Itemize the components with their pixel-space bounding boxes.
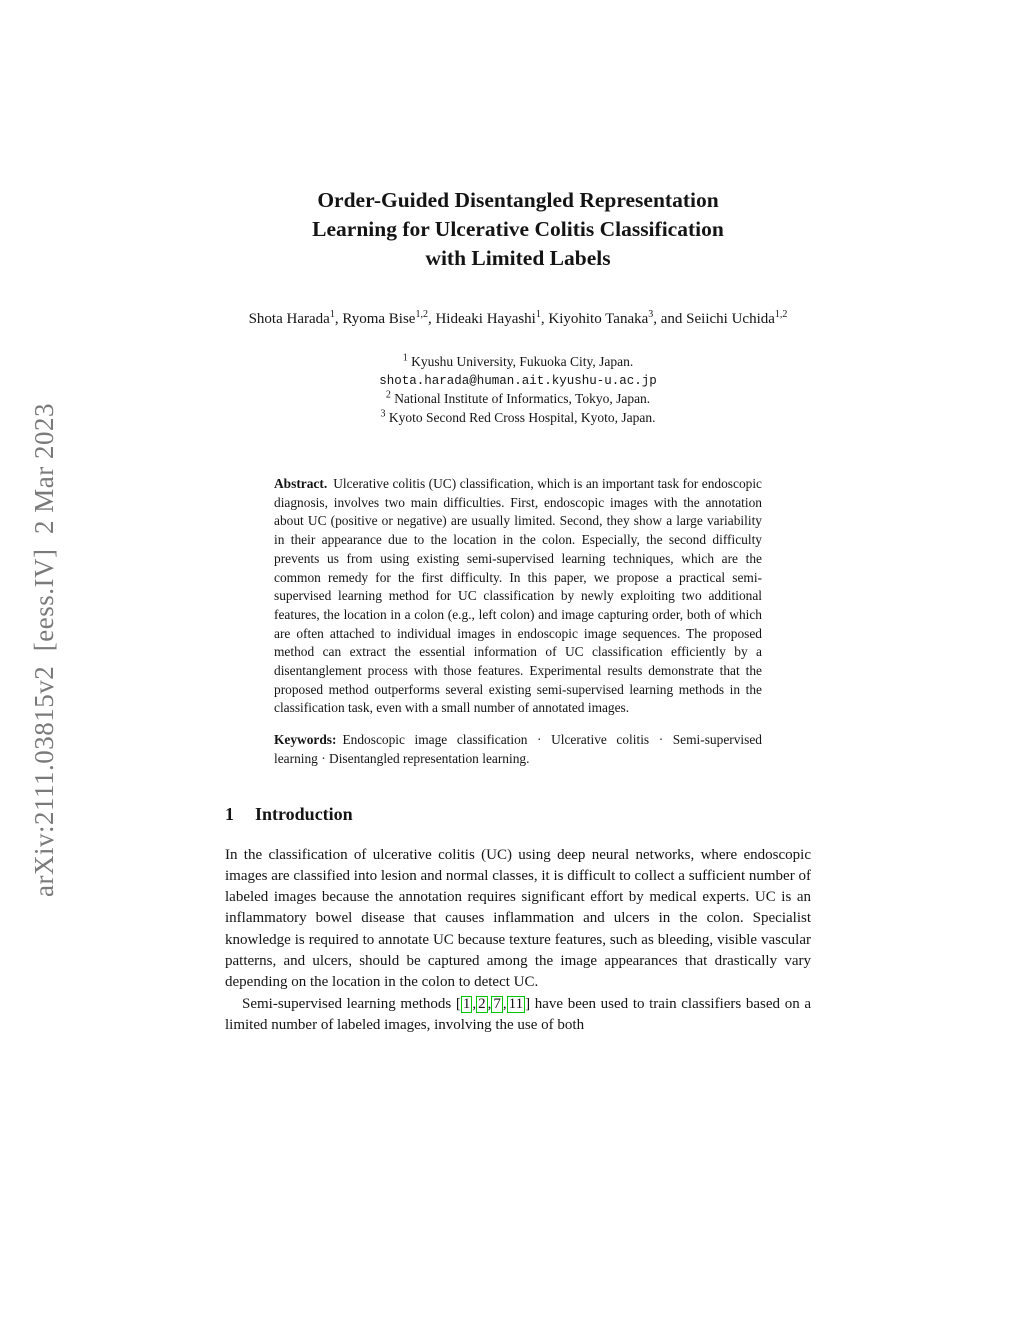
affiliations — [225, 353, 811, 427]
affiliation-line: $^1$ Kyushu University, Fukuoka City, Japan. — [402, 352, 634, 369]
intro-paragraph-1: In the classification of ulcerative colitis (UC) using deep neural networks, where endoscopic images are classified into lesion and normal classes, it is difficult to collect a sufficient number of labeled images because the annotation requires significant effort by medical experts. UC is an inflammatory bowel disease that causes inflammation and ulcers in the colon. Specialist knowledge is required to annotate UC because texture features, such as bleeding, visible vascular patterns, and ulcers, should be captured among the image appearances that drastically vary depending on the location in the colon to detect UC. — [225, 846, 811, 991]
paper-title-line-2: Learning for Ulcerative Colitis Classification — [312, 217, 724, 241]
paper-title — [225, 186, 811, 273]
intro-paragraph-2: Semi-supervised learning methods [ 1 , 2 , 7 , 11 ] have been used to train classifiers based on a limited number of labeled images, involving the use of both — [225, 995, 811, 1033]
author-email: shota.harada@human.ait.kyushu-u.ac.jp — [379, 373, 657, 388]
affiliation-line: $^2$ National Institute of Informatics, Tokyo, Japan. — [385, 389, 651, 406]
citation-ref-7[interactable]: 7 — [493, 995, 501, 1012]
keywords — [274, 731, 762, 768]
section-1-number: 1 — [225, 803, 234, 824]
citation-ref-11[interactable]: 11 — [508, 995, 524, 1012]
abstract-text: Ulcerative colitis (UC) classification, which is an important task for endoscopic diagnosis, involves two main difficulties. First, endoscopic images with the annotation about UC (positive or negative) are usually limited. Second, they show a large variability in their appearance due to the location in the colon. Especially, the second difficulty prevents us from using existing semi-supervised learning techniques, which are the common remedy for the first difficulty. In this paper, we propose a practical semi-supervised learning method for UC classification by newly exploiting two additional features, the location in a colon (e.g., left colon) and image capturing order, both of which are often attached to individual images in endoscopic image sequences. The proposed method can extract the essential information of UC classification efficiently by a disentanglement process with those features. Experimental results demonstrate that the proposed method outperforms several existing semi-supervised learning methods in the classification task, even with a small number of annotated images. — [274, 476, 762, 716]
abstract-label: Abstract. — [274, 476, 328, 491]
author-list: Shota Harada$^1$, Ryoma Bise$^{1,2}$, Hideaki Hayashi$^1$, Kiyohito Tanaka$^3$, and Seiichi Uchida$^{1,2}$ — [248, 309, 788, 327]
section-1-title: Introduction — [255, 803, 353, 824]
paper-content — [225, 186, 811, 1036]
citation-ref-1[interactable]: 1 — [462, 995, 471, 1012]
abstract — [274, 475, 762, 718]
section-1-heading — [225, 804, 811, 825]
keywords-text: Endoscopic image classification · Ulcerative colitis · Semi-supervised learning · Disentangled representation learning. — [274, 732, 762, 766]
keywords-label: Keywords: — [274, 732, 337, 748]
affiliation-line: $^3$ Kyoto Second Red Cross Hospital, Kyoto, Japan. — [380, 408, 656, 425]
citation-ref-2[interactable]: 2 — [478, 995, 486, 1012]
paper-title-line-3: with Limited Labels — [425, 246, 611, 270]
paper-title-line-1: Order-Guided Disentangled Representation — [317, 188, 719, 212]
arxiv-watermark: arXiv:2111.03815v2 [eess.IV] 2 Mar 2023 — [29, 403, 59, 897]
